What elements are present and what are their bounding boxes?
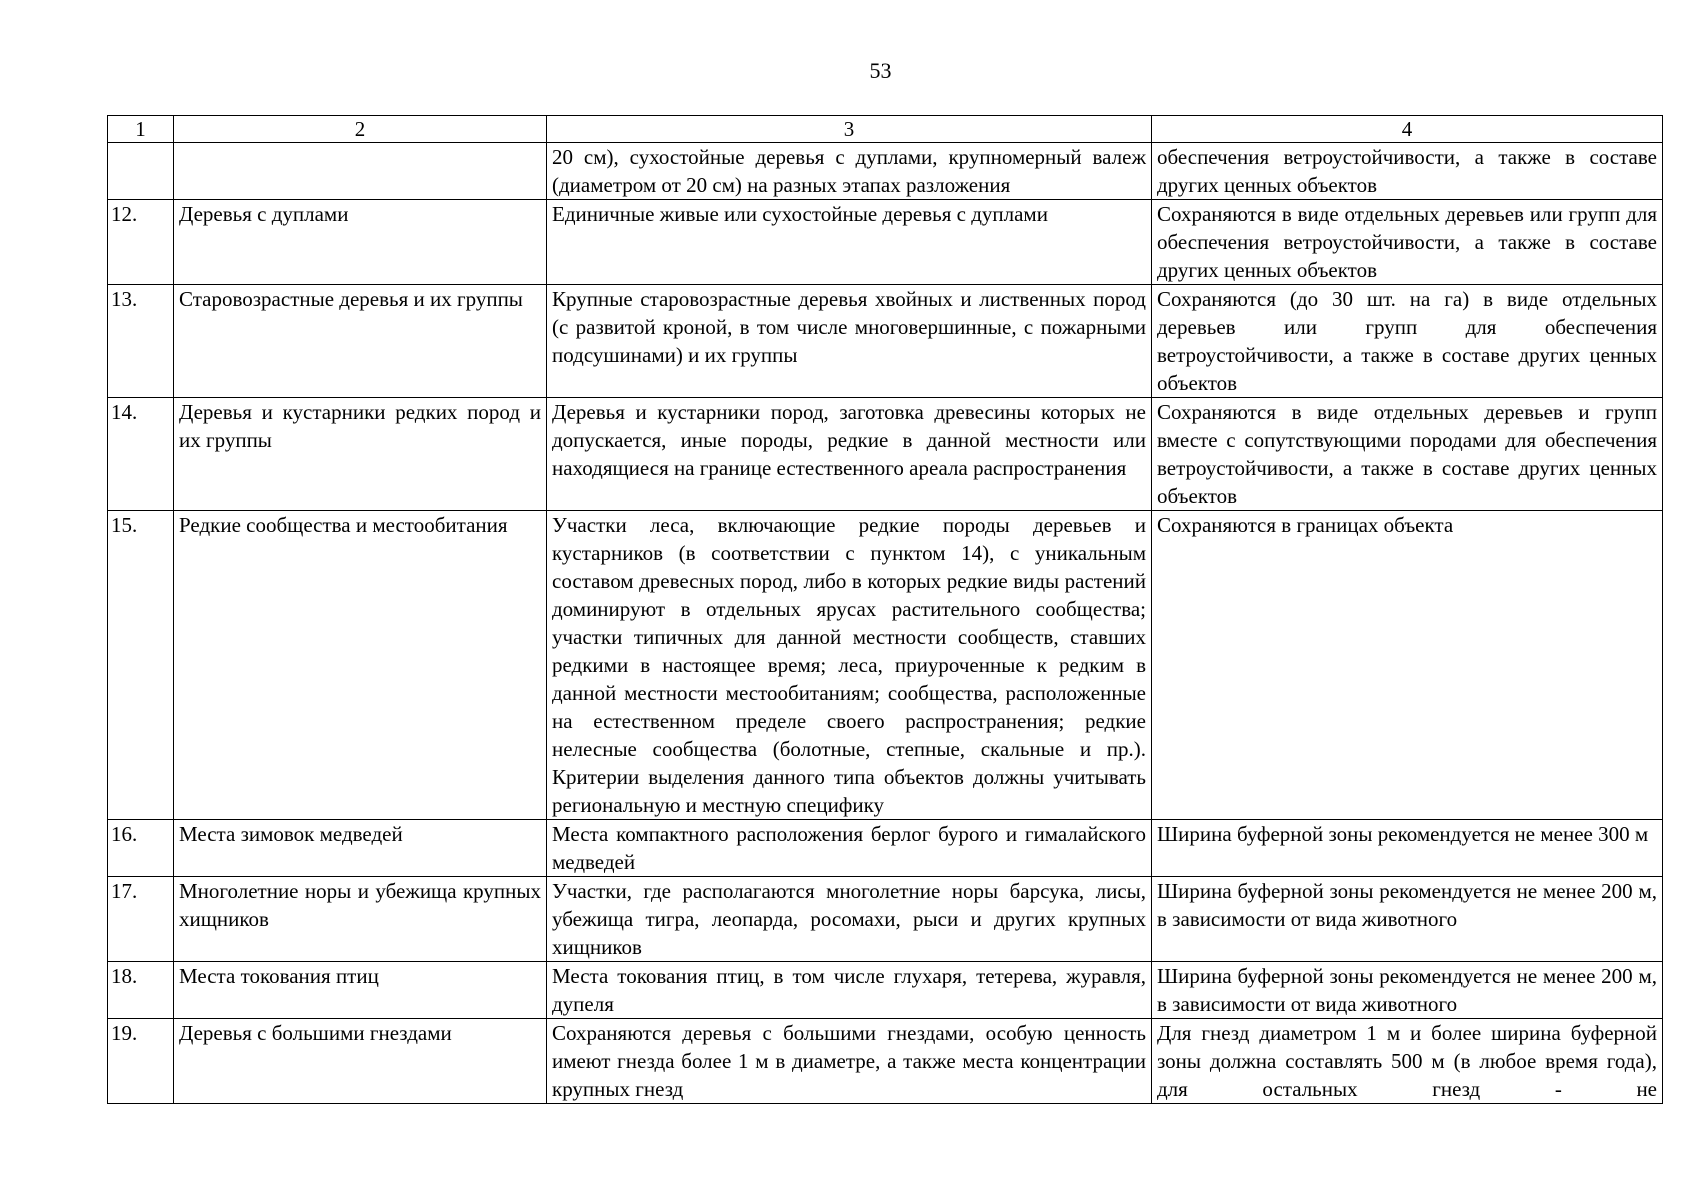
row-number: 12. (108, 200, 174, 285)
column-header: 1 (108, 116, 174, 143)
table-row (108, 820, 1663, 877)
row-number: 14. (108, 398, 174, 511)
object-name: Редкие сообщества и местообитания (174, 511, 547, 820)
table-row (108, 1019, 1663, 1104)
row-number: 15. (108, 511, 174, 820)
table-row (108, 398, 1663, 511)
object-description: 20 см), сухостойные деревья с дуплами, крупномерный валеж (диаметром от 20 см) на разных этапах разложения (547, 143, 1152, 200)
object-description: Сохраняются деревья с большими гнездами, особую ценность имеют гнезда более 1 м в диаметре, а также места концентрации крупных гнезд (547, 1019, 1152, 1104)
object-measures: Ширина буферной зоны рекомендуется не менее 200 м, в зависимости от вида животного (1152, 962, 1663, 1019)
object-measures: Ширина буферной зоны рекомендуется не менее 200 м, в зависимости от вида животного (1152, 877, 1663, 962)
object-measures: Ширина буферной зоны рекомендуется не менее 300 м (1152, 820, 1663, 877)
table-row (108, 285, 1663, 398)
table-row (108, 511, 1663, 820)
row-number: 19. (108, 1019, 174, 1104)
object-measures: Сохраняются в виде отдельных деревьев и групп вместе с сопутствующими породами для обеспечения ветроустойчивости, а также в составе других ценных объектов (1152, 398, 1663, 511)
object-description: Места компактного расположения берлог бурого и гималайского медведей (547, 820, 1152, 877)
object-description: Участки леса, включающие редкие породы деревьев и кустарников (в соответствии с пунктом 14), с уникальным составом древесных пород, либо в которых редкие виды растений доминируют в отдельных ярусах растительного сообщества; участки типичных для данной местности сообществ, ставших редкими в настоящее время; леса, приуроченные к редким в данной местности местообитаниям; сообщества, расположенные на естественном пределе своего распространения; редкие нелесные сообщества (болотные, степные, скальные и пр.). Критерии выделения данного типа объектов должны учитывать региональную и местную специфику (547, 511, 1152, 820)
object-name (174, 143, 547, 200)
object-name: Места зимовок медведей (174, 820, 547, 877)
column-header: 4 (1152, 116, 1663, 143)
object-name: Деревья с большими гнездами (174, 1019, 547, 1104)
object-description: Единичные живые или сухостойные деревья с дуплами (547, 200, 1152, 285)
object-description: Места токования птиц, в том числе глухаря, тетерева, журавля, дупеля (547, 962, 1152, 1019)
object-description: Крупные старовозрастные деревья хвойных и лиственных пород (с развитой кроной, в том числе многовершинные, с пожарными подсушинами) и их группы (547, 285, 1152, 398)
row-number: 17. (108, 877, 174, 962)
row-number: 18. (108, 962, 174, 1019)
object-measures: Сохраняются в виде отдельных деревьев или групп для обеспечения ветроустойчивости, а также в составе других ценных объектов (1152, 200, 1663, 285)
object-measures: Сохраняются в границах объекта (1152, 511, 1663, 820)
object-description: Участки, где располагаются многолетние норы барсука, лисы, убежища тигра, леопарда, росомахи, рыси и других крупных хищников (547, 877, 1152, 962)
table-row (108, 143, 1663, 200)
object-name: Старовозрастные деревья и их группы (174, 285, 547, 398)
row-number: 13. (108, 285, 174, 398)
object-name: Места токования птиц (174, 962, 547, 1019)
objects-table (107, 115, 1663, 1104)
table-header-row (108, 116, 1663, 143)
object-measures: Для гнезд диаметром 1 м и более ширина буферной зоны должна составлять 500 м (в любое время года), для остальных гнезд - не (1152, 1019, 1663, 1104)
table-row (108, 200, 1663, 285)
object-name: Многолетние норы и убежища крупных хищников (174, 877, 547, 962)
object-measures: Сохраняются (до 30 шт. на га) в виде отдельных деревьев или групп для обеспечения ветроустойчивости, а также в составе других ценных объектов (1152, 285, 1663, 398)
column-header: 2 (174, 116, 547, 143)
table-row (108, 877, 1663, 962)
object-name: Деревья и кустарники редких пород и их группы (174, 398, 547, 511)
object-name: Деревья с дуплами (174, 200, 547, 285)
column-header: 3 (547, 116, 1152, 143)
object-measures: обеспечения ветроустойчивости, а также в составе других ценных объектов (1152, 143, 1663, 200)
table-row (108, 962, 1663, 1019)
page-number: 53 (869, 58, 892, 83)
row-number (108, 143, 174, 200)
object-description: Деревья и кустарники пород, заготовка древесины которых не допускается, иные породы, редкие в данной местности или находящиеся на границе естественного ареала распространения (547, 398, 1152, 511)
row-number: 16. (108, 820, 174, 877)
